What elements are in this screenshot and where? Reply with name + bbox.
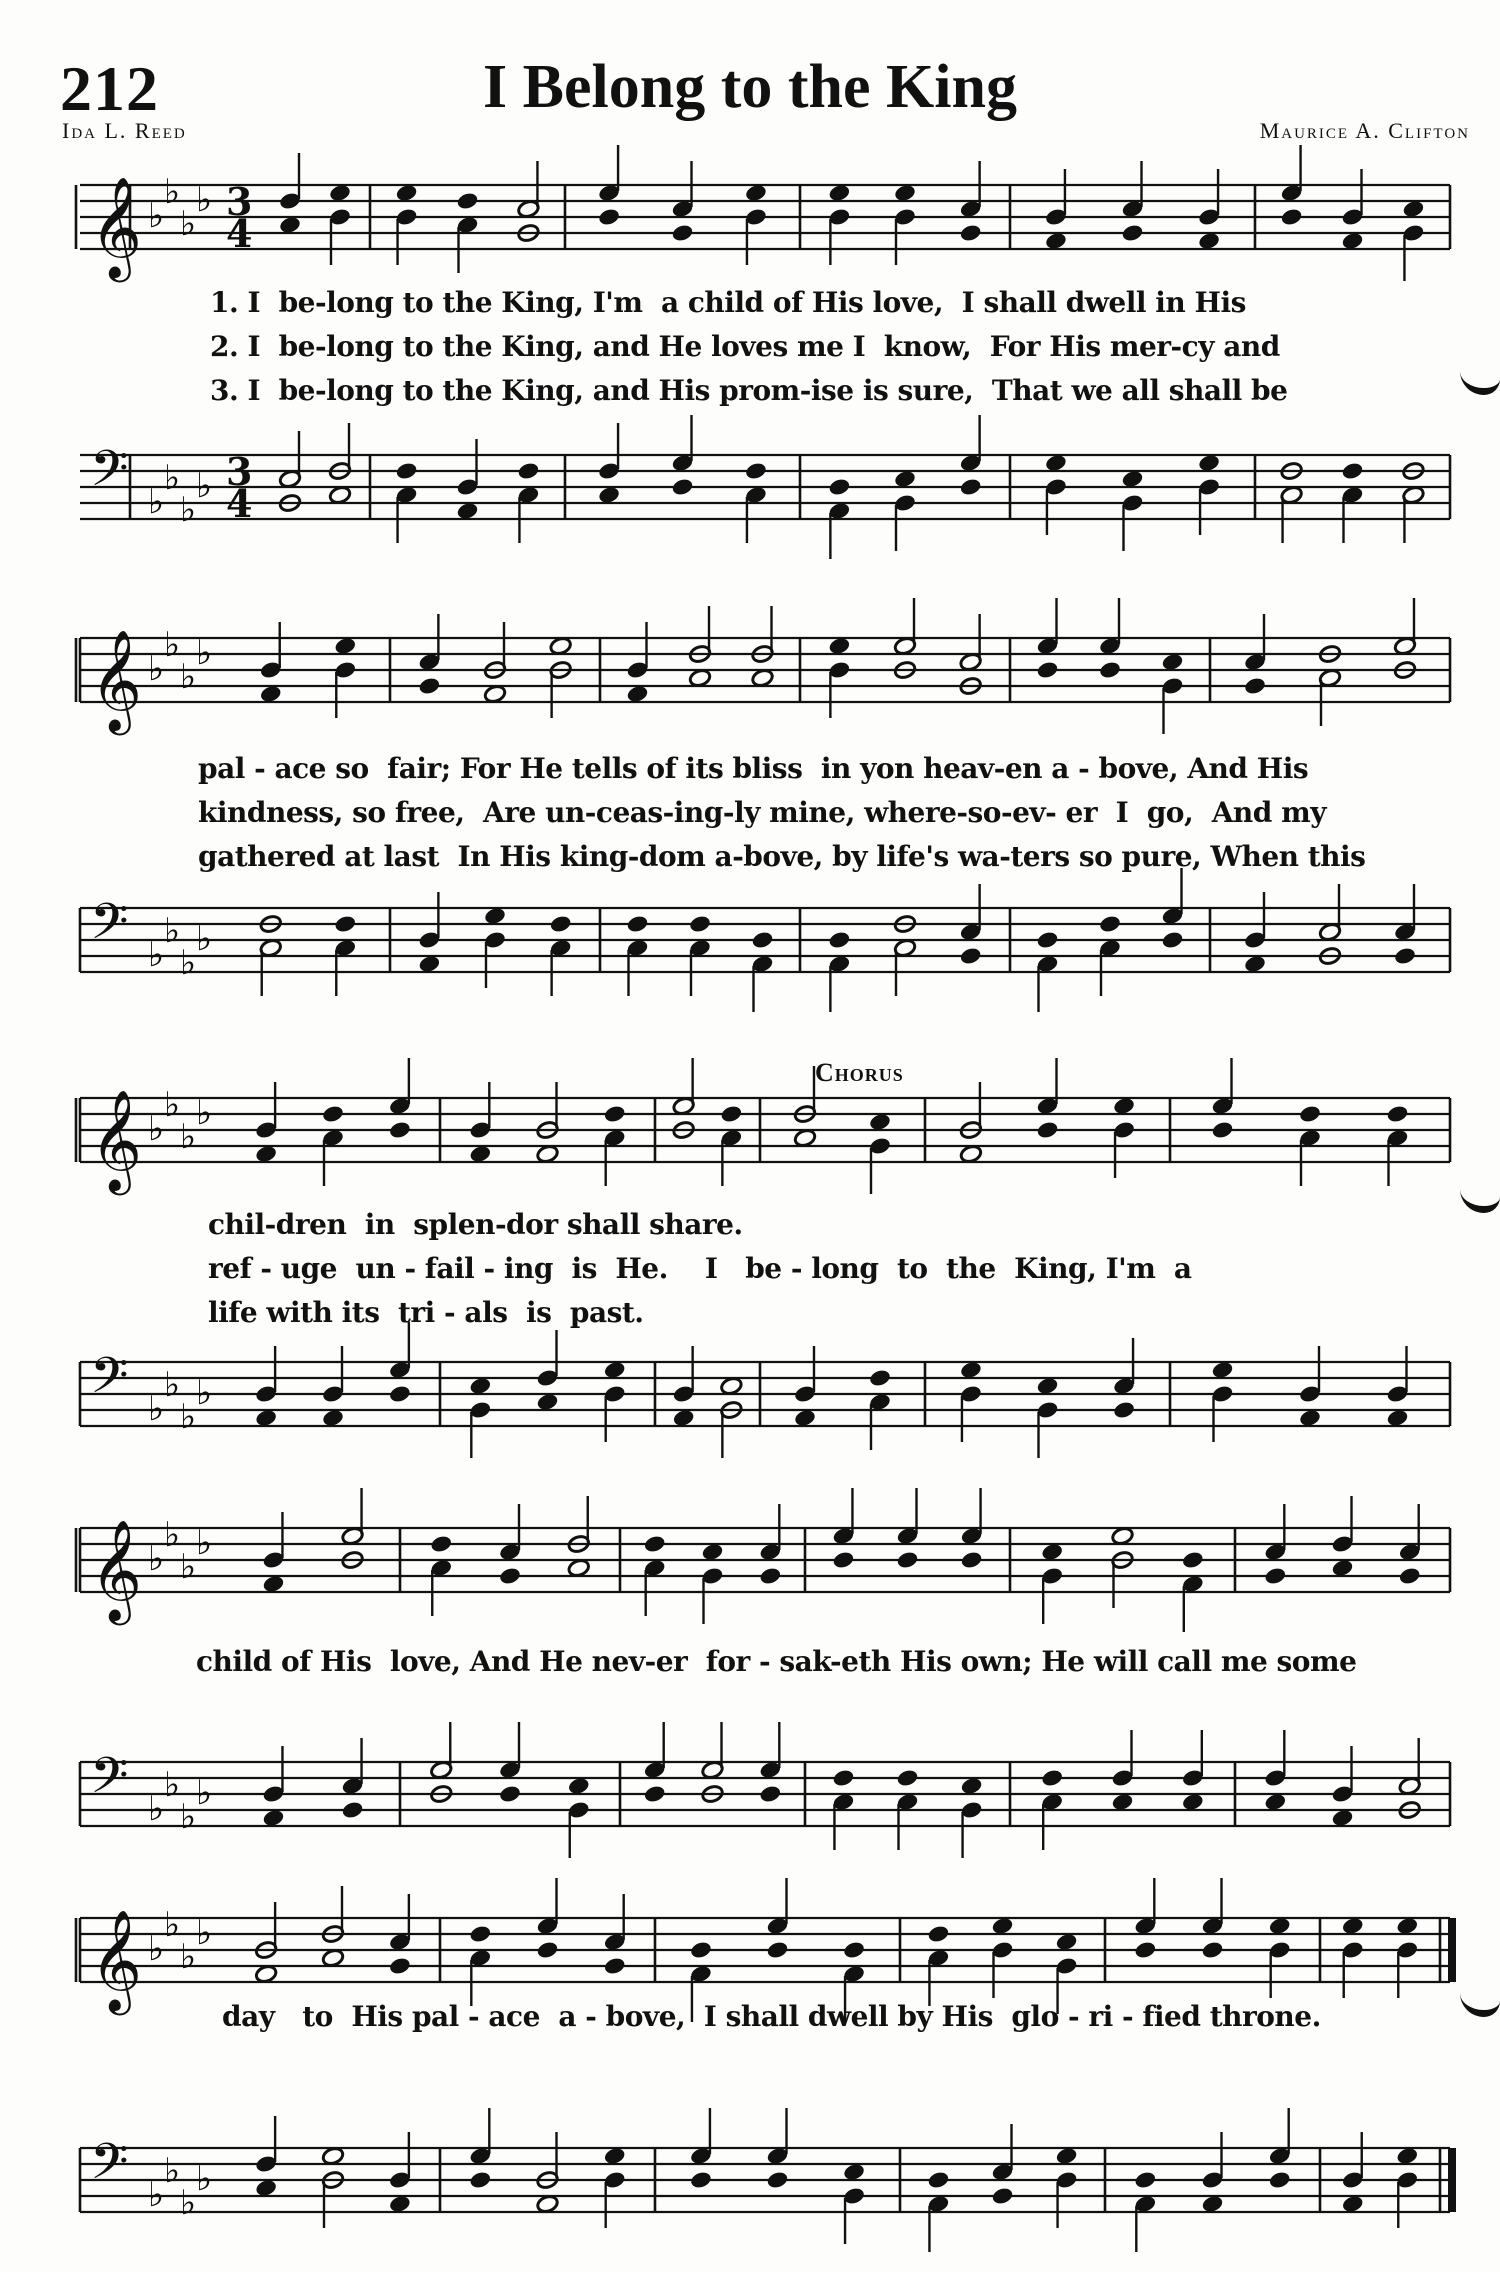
treble-clef-icon: 𝄞: [90, 1088, 143, 1191]
flat-icon: ♭: [148, 2175, 165, 2215]
flat-icon: ♭: [164, 172, 181, 212]
bass-clef-icon: 𝄢: [90, 440, 129, 510]
verse-1-line-3: chil-dren in splen-dor shall share.: [208, 1208, 743, 1241]
note-head: [1134, 2170, 1158, 2190]
flat-icon: ♭: [164, 1085, 181, 1125]
flat-icon: ♭: [164, 458, 181, 498]
flat-icon: ♭: [148, 482, 165, 522]
bass-clef-icon: 𝄢: [90, 893, 129, 963]
flat-icon: ♭: [148, 1929, 165, 1969]
bass-clef-icon: 𝄢: [90, 2133, 129, 2203]
time-signature-top: 3: [226, 449, 253, 494]
flat-icon: ♭: [148, 1539, 165, 1579]
flat-icon: ♭: [196, 1773, 213, 1813]
verse-3-line-1: 3. I be-long to the King, and His prom-ise is sure, That we all shall be: [210, 374, 1288, 407]
treble-clef-icon: 𝄞: [90, 175, 143, 278]
flat-icon: ♭: [196, 919, 213, 959]
flat-icon: ♭: [164, 1905, 181, 1945]
treble-clef-icon: 𝄞: [90, 628, 143, 731]
flat-icon: ♭: [164, 2151, 181, 2191]
flat-icon: ♭: [148, 649, 165, 689]
verse-3-line-2: gathered at last In His king-dom a-bove, by life's wa-ters so pure, When this: [198, 840, 1366, 873]
flat-icon: ♭: [148, 1789, 165, 1829]
verse-3-line-3: life with its tri - als is past.: [208, 1296, 644, 1329]
treble-clef-icon: 𝄞: [90, 1908, 143, 2011]
note-head: [1268, 2170, 1292, 2190]
note-head: [689, 2170, 713, 2190]
hymn-number: 212: [60, 53, 159, 124]
flat-icon: ♭: [180, 1397, 197, 1437]
flat-icon: ♭: [196, 633, 213, 673]
flat-icon: ♭: [148, 196, 165, 236]
flat-icon: ♭: [180, 2183, 197, 2223]
verse-1-line-2: pal - ace so fair; For He tells of its bliss in yon heav-en a - bove, And His: [198, 752, 1309, 785]
flat-icon: ♭: [148, 1389, 165, 1429]
flat-icon: ♭: [180, 1937, 197, 1977]
bass-clef-icon: 𝄢: [90, 1347, 129, 1417]
note-head: [927, 2170, 951, 2190]
flat-icon: ♭: [164, 911, 181, 951]
flat-icon: ♭: [164, 1515, 181, 1555]
verse-1-line-1: 1. I be-long to the King, I'm a child of His love, I shall dwell in His: [210, 286, 1246, 319]
verse-2-line-1: 2. I be-long to the King, and He loves me I know, For His mer-cy and: [210, 330, 1280, 363]
treble-clef-icon: 𝄞: [90, 1518, 143, 1621]
time-signature-bottom: 4: [226, 481, 253, 526]
flat-icon: ♭: [180, 490, 197, 530]
final-barline: [1448, 2148, 1456, 2212]
chorus-label: Chorus: [815, 1058, 904, 1087]
flat-icon: ♭: [164, 1365, 181, 1405]
flat-icon: ♭: [180, 204, 197, 244]
flat-icon: ♭: [148, 935, 165, 975]
flat-icon: ♭: [164, 1765, 181, 1805]
note-head: [991, 2186, 1015, 2206]
flat-icon: ♭: [180, 1797, 197, 1837]
hymn-title: I Belong to the King: [483, 53, 1017, 121]
flat-icon: ♭: [196, 1093, 213, 1133]
note-head: [766, 2170, 790, 2190]
staff-lines: [80, 2148, 1450, 2212]
flat-icon: ♭: [196, 1373, 213, 1413]
verse-2-line-3: ref - uge un - fail - ing is He. I be - long to the King, I'm a: [208, 1252, 1192, 1285]
composer-credit: Maurice A. Clifton: [1259, 118, 1470, 143]
flat-icon: ♭: [148, 1109, 165, 1149]
flat-icon: ♭: [180, 657, 197, 697]
chorus-line-1: child of His love, And He nev-er for - sak-eth His own; He will call me some: [196, 1645, 1357, 1678]
verse-2-line-2: kindness, so free, Are un-ceas-ing-ly mine, where-so-ev- er I go, And my: [198, 796, 1327, 829]
flat-icon: ♭: [180, 1547, 197, 1587]
time-signature-bottom: 4: [226, 211, 253, 256]
flat-icon: ♭: [196, 466, 213, 506]
note-head: [469, 2170, 493, 2190]
bass-clef-icon: 𝄢: [90, 1747, 129, 1817]
time-signature-top: 3: [226, 179, 253, 224]
flat-icon: ♭: [196, 1913, 213, 1953]
flat-icon: ♭: [196, 1523, 213, 1563]
flat-icon: ♭: [180, 1117, 197, 1157]
chorus-line-2: day to His pal - ace a - bove, I shall dwell by His glo - ri - fied throne.: [222, 2000, 1321, 2033]
flat-icon: ♭: [196, 180, 213, 220]
flat-icon: ♭: [164, 625, 181, 665]
flat-icon: ♭: [180, 943, 197, 983]
author-credit: Ida L. Reed: [62, 118, 187, 143]
flat-icon: ♭: [196, 2159, 213, 2199]
